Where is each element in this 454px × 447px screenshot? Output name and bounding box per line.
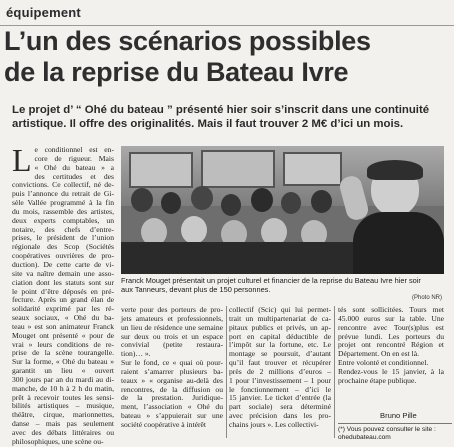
article-line: site va naître demain une asso- — [12, 268, 114, 278]
article-line: Entre volonté et conditionnel. — [338, 358, 429, 368]
info-box-link[interactable]: ohedubateau.com — [338, 433, 391, 441]
article-line: Sur le fond, ce « quai où pour- — [121, 358, 223, 368]
article-line: raient s’amarrer plusieurs ba- — [121, 366, 223, 376]
article-line: collectif (Scic) qui lui permet- — [229, 305, 331, 314]
article-line: de la prestation. Juridique- — [121, 393, 223, 403]
article-line: Département. On en est là. — [338, 349, 419, 359]
article-line: verte pour des porteurs de pro- — [121, 305, 223, 314]
article-photo — [121, 146, 444, 274]
article-column-2 — [121, 306, 223, 440]
article-line: core de rigueur. Mais — [34, 153, 114, 163]
article-line: bilités artistiques – musique, — [12, 401, 114, 411]
article-line: tés sont sollicitées. Tours met — [338, 305, 444, 314]
article-line: du mois, rassemble des artistes, — [12, 206, 114, 216]
standfirst-line-1: Le projet d’ “ Ohé du bateau ” présenté hier soir s’inscrit dans une continuité — [12, 104, 430, 116]
article-line: chains jours ». Les collectivi- — [229, 419, 319, 429]
article-line: Sur la forme, « Ohé du bateau » — [12, 357, 114, 367]
article-line: prise de la scène tourangelle. — [12, 348, 114, 358]
article-line: Mouget ont présenté « pour de — [12, 330, 114, 340]
article-line: jets amateurs et professionnels, — [121, 313, 223, 323]
article-line: prochaine étape publique. — [338, 375, 417, 385]
article-line: des certitudes et des — [34, 171, 114, 181]
article-line: 45.000 euros sur la table. Une — [338, 313, 444, 323]
article-line: rencontres, de la diffusion ou — [121, 384, 223, 394]
article-line: coopératives ouvrières de pro- — [12, 251, 114, 261]
article-line: sur deux ou trois et un espace — [121, 331, 223, 341]
article-line: 300 jours par an du mardi au di- — [12, 374, 114, 384]
article-line: teaux » « organise au-delà des — [121, 375, 223, 385]
article-line: port en capital déductible de — [229, 331, 331, 341]
headline-line-1: L’un des scénarios possibles — [4, 26, 371, 56]
article-line: manche, de 10 h à 2 h du matin, — [12, 383, 114, 393]
standfirst-line-2: artistique. Il offre des originalités. Mais il faut trouver 2 M€ d’ici un mois. — [12, 118, 404, 130]
article-line: prêt à recevoir toutes les sensi- — [12, 392, 114, 402]
column-divider — [226, 306, 227, 438]
info-box — [338, 423, 452, 442]
article-line: montage se poursuit, d’autant — [229, 349, 331, 359]
photo-credit: (Photo NR) — [411, 295, 442, 301]
headline — [4, 26, 452, 88]
photo-caption — [121, 276, 444, 294]
byline: Bruno Pille — [380, 411, 417, 420]
article-line: le fonctionnement – d’ici le — [229, 384, 331, 394]
article-line: 15 janvier. Le ticket d’entrée (la — [229, 393, 331, 403]
article-line: seaux sociaux, « Ohé du ba- — [12, 313, 114, 323]
article-line: solidarité exprimé par les ré- — [12, 304, 114, 314]
article-line: notaire, des chefs d’entre- — [12, 224, 114, 234]
article-line: prises, le président de l’union — [12, 233, 114, 243]
article-line: avec des débats littéraires ou — [12, 428, 114, 437]
article-line: danse – mais pas seulement — [12, 419, 114, 429]
article-line: fecture. Après un grand élan de — [12, 295, 114, 305]
article-line: puis l’annonce du retrait de Gi- — [12, 189, 114, 199]
caption-line-1: Franck Mouget présentait un projet culturel et financier de la reprise du Bateau Ivre hier soir — [121, 276, 421, 285]
article-line: convictions. Ce collectif, né de- — [12, 180, 114, 190]
article-column-3 — [229, 306, 331, 440]
headline-line-2: de la reprise du Bateau Ivre — [4, 57, 349, 87]
section-label: équipement — [6, 5, 81, 20]
drop-cap: L — [12, 142, 32, 178]
article-line: convivial (petite restaura- — [121, 340, 223, 350]
article-line: e conditionnel est en- — [34, 145, 114, 154]
article-line: 1 pour l’investissement – 1 pour — [229, 375, 331, 385]
article-line: pitaux publics et privés, un ap- — [229, 322, 331, 332]
article-line: l’impôt sur la fortune, etc. Le — [229, 340, 331, 350]
article-line: Rendez-vous le 15 janvier, à la — [338, 366, 444, 376]
article-line: un lieu de résidence une semaine — [121, 322, 223, 332]
standfirst — [12, 103, 444, 131]
article-line: vrai » leurs conditions de re- — [12, 339, 114, 349]
article-line: société coopérative à intérêt — [121, 419, 206, 429]
info-box-line-1: (*) Vous pouvez consulter le site : — [338, 426, 436, 433]
article-line: trait un multipartenariat de ca- — [229, 313, 331, 323]
article-line: ment, l’association « Ohé du — [121, 402, 223, 412]
caption-line-2: aux Tanneurs, devant plus de 150 personnes. — [121, 285, 271, 294]
article-line: garantit un lieu « ouvert — [12, 366, 114, 376]
article-line: ciation dont les statuts sont sur — [12, 277, 114, 287]
article-line: duction). De cette carte de vi- — [12, 259, 114, 269]
article-line: théâtre, cirque, marionnettes, — [12, 410, 114, 420]
article-line: rencontre avec Tour(s)plus est — [338, 322, 444, 332]
article-line: projet ont rencontré Région et — [338, 340, 444, 350]
column-divider — [334, 306, 335, 438]
article-line: près de 2 millions d’euros – — [229, 366, 331, 376]
article-line: « Ohé du bateau » a — [34, 162, 114, 172]
article-line: tion)… ». — [121, 349, 151, 359]
article-line: deux experts comptables, un — [12, 215, 114, 225]
article-line: régionale des Scop (Sociétés — [12, 242, 114, 252]
article-line: teau » est son animateur Franck — [12, 321, 114, 331]
article-line: le point d’être déposés en pré- — [12, 286, 114, 296]
article-line: qu’il faut trouver et récupérer — [229, 358, 331, 368]
article-line: bateau » s’appuierait sur une — [121, 411, 223, 421]
article-line: part sociale) sera déterminé — [229, 402, 331, 412]
article-line: prévue lundi. Les porteurs du — [338, 331, 444, 341]
article-column-1 — [12, 142, 114, 446]
article-line: avec précision dans les pro- — [229, 411, 331, 421]
article-line: philosophiques, une scène ou- — [12, 436, 104, 446]
article-line: sèle Vallée programmé à la fin — [12, 198, 114, 208]
column-1-body — [12, 173, 114, 447]
